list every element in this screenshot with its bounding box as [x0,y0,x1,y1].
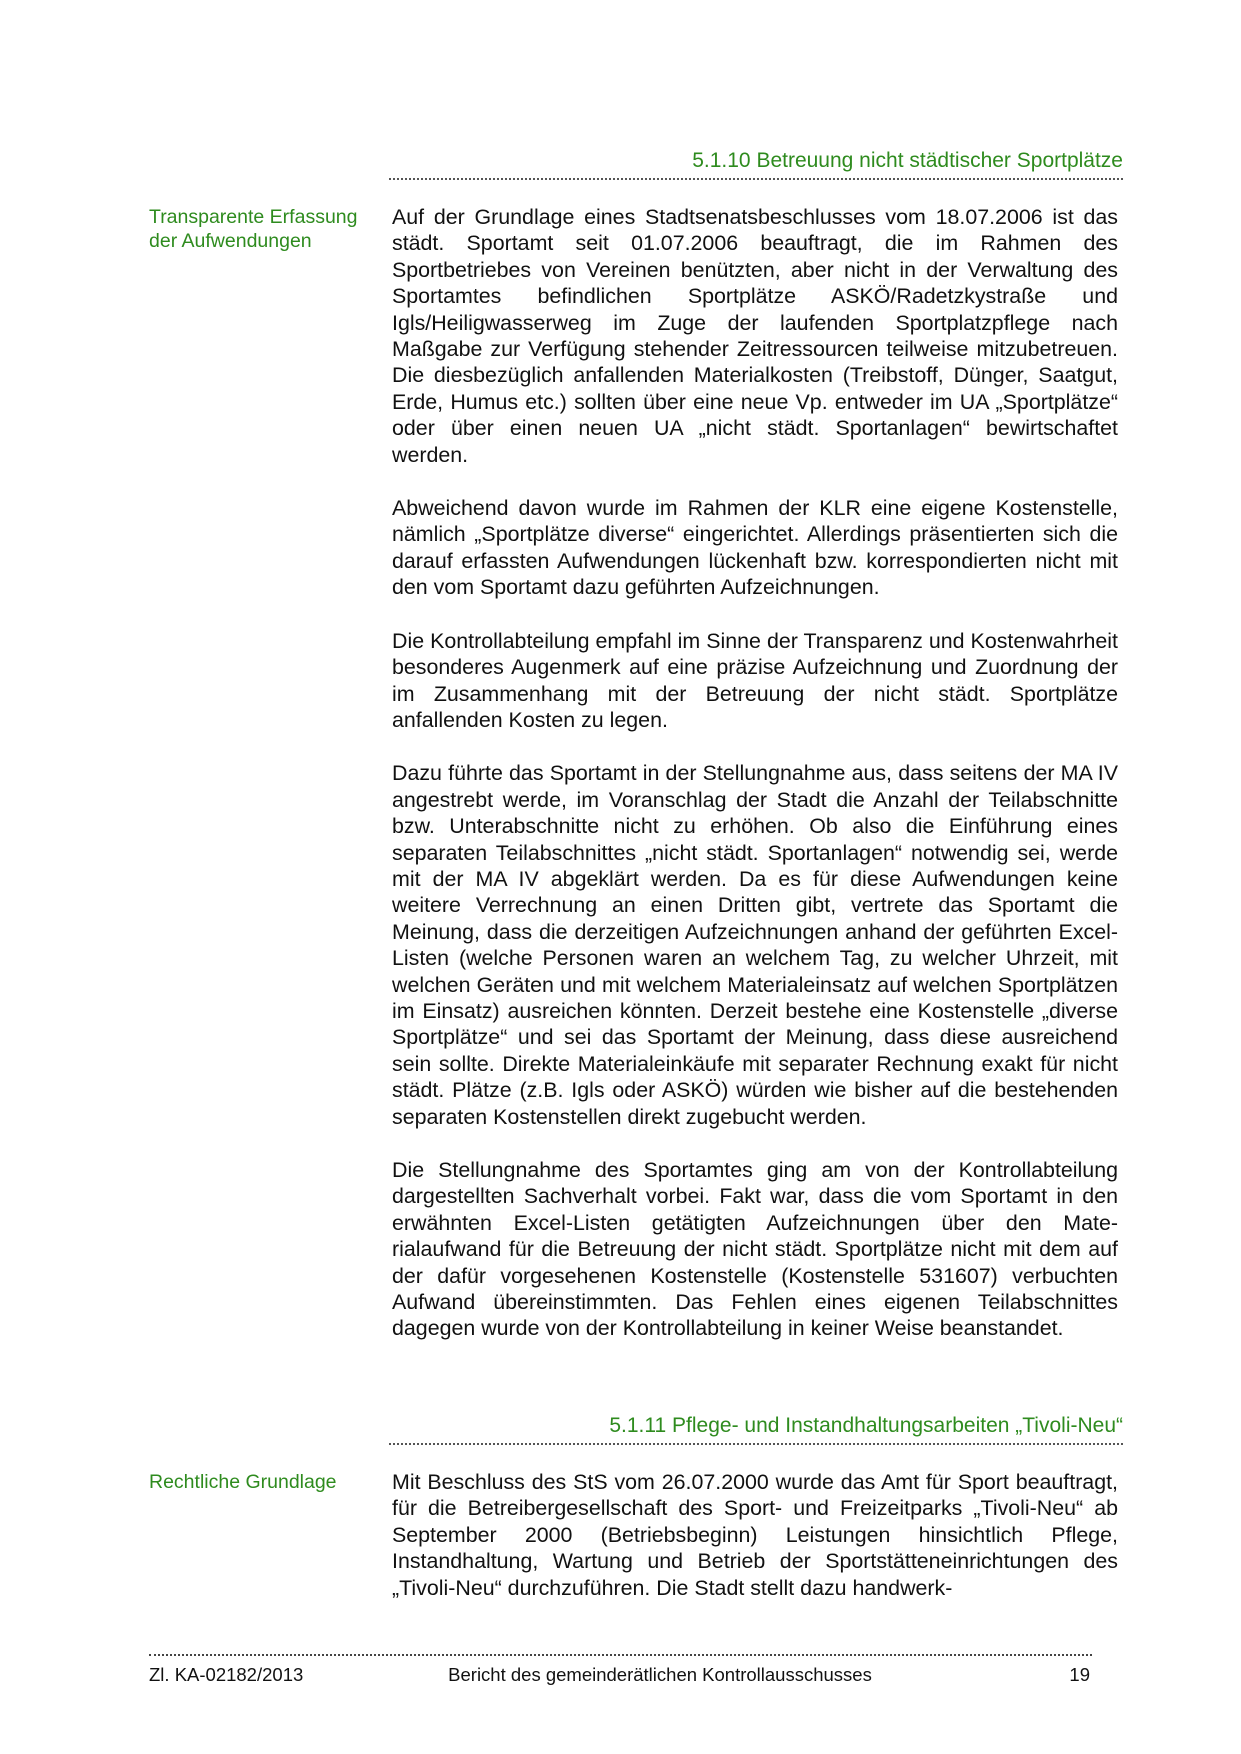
side-label-line: Transparente Erfassung [149,206,358,228]
side-label-rechtliche-grundlage [149,1470,384,1494]
footer-title: Bericht des gemeinderätlichen Kontrollausschusses [448,1664,872,1685]
paragraph: Die Stellungnahme des Sportamtes ging am von der Kontrollabteilung dargestellten Sachverhalt vorbei. Fakt war, dass die vom Sportamt in den erwähnten Excel-Listen getätigten Aufzeichnungen über den Materialaufwand für die Betreuung der nicht städt. Sportplätze nicht mit dem auf der dafür vorgesehenen Kostenstelle (Kostenstelle 531607) verbuchten Aufwand übereinstimmten. Das Fehlen eines eigenen Teilabschnittes dagegen wurde von der Kontrollabteilung in keiner Weise beanstandet. [392,1158,1118,1341]
footer-divider [149,1654,1092,1656]
section-heading-5-1-10: 5.1.10 Betreuung nicht städtischer Sportplätze [692,149,1123,172]
section-body-5-1-11 [392,1469,1118,1601]
side-label-line: Rechtliche Grundlage [149,1471,337,1493]
page-number: 19 [1069,1664,1090,1685]
heading-divider [389,178,1123,180]
paragraph: Auf der Grundlage eines Stadtsenatsbeschlusses vom 18.07.2006 ist das städt. Sportamt seit 01.07.2006 beauftragt, die im Rahmen des Sportbetriebes von Vereinen benützten, aber nicht in der Verwaltung des Sportamtes befindlichen Sportplätze ASKÖ/Radetzkystraße und Igls/Heiligwasserweg im Zuge der laufenden Sportplatzpflege nach Maßgabe zur Verfügung stehender Zeitressourcen teilweise mitzubetreuen. Die diesbezüglich anfallenden Materialkosten (Treibstoff, Dünger, Saatgut, Erde, Humus etc.) sollten über eine neue Vp. entweder im UA „Sportplätze“ oder über einen neuen UA „nicht städt. Sportanlagen“ bewirtschaftet werden. [392,205,1118,467]
paragraph: Dazu führte das Sportamt in der Stellungnahme aus, dass seitens der MA IV angestrebt werde, im Voranschlag der Stadt die Anzahl der Teilabschnitte bzw. Unterabschnitte nicht zu erhöhen. Ob also die Einführung eines separaten Teilabschnittes „nicht städt. Sportanlagen“ notwendig sei, werde mit der MA IV abgeklärt werden. Da es für diese Aufwendungen keine weitere Verrechnung an einen Dritten gibt, vertrete das Sportamt die Meinung, dass die derzeitigen Aufzeichnungen anhand der geführten Excel-Listen (welche Personen waren an welchem Tag, zu welcher Uhrzeit, mit welchen Geräten und mit welchem Materialeinsatz auf welchen Sportplätzen im Einsatz) ausreichen könnten. Derzeit bestehe eine Kostenstelle „diverse Sportplätze“ und sei das Sportamt der Meinung, dass diese ausreichend sein sollte. Direkte Materialeinkäufe mit separater Rechnung exakt für nicht städt. Plätze (z.B. Igls oder ASKÖ) würden wie bisher auf die bestehenden separaten Kostenstellen direkt zugebucht werden. [392,761,1118,1129]
paragraph: Die Kontrollabteilung empfahl im Sinne der Transparenz und Kostenwahrheit besonderes Augenmerk auf eine präzise Aufzeichnung und Zuordnung der im Zusammenhang mit der Betreuung der nicht städt. Sportplätze anfallenden Kosten zu legen. [392,628,1118,732]
paragraph: Abweichend davon wurde im Rahmen der KLR eine eigene Kostenstelle, nämlich „Sportplätze diverse“ eingerichtet. Allerdings präsentierten sich die darauf erfassten Aufwendungen lückenhaft bzw. korrespondierten nicht mit den vom Sportamt dazu geführten Aufzeichnungen. [392,496,1118,600]
section-heading-5-1-11: 5.1.11 Pflege- und Instandhaltungsarbeiten „Tivoli-Neu“ [609,1414,1123,1437]
section-body-5-1-10 [392,204,1118,1342]
paragraph: Mit Beschluss des StS vom 26.07.2000 wurde das Amt für Sport beauftragt, für die Betreibergesellschaft des Sport- und Freizeitparks „Tivoli-Neu“ ab September 2000 (Betriebsbeginn) Leistungen hinsichtlich Pflege, Instandhaltung, Wartung und Betrieb der Sportstätteneinrichtungen des „Tivoli-Neu“ durchzuführen. Die Stadt stellt dazu handwerk- [392,1470,1118,1600]
side-label-transparente-erfassung [149,205,384,253]
heading-divider [389,1443,1123,1445]
footer-reference: Zl. KA-02182/2013 [149,1664,304,1685]
side-label-line: der Aufwendungen [149,230,312,252]
